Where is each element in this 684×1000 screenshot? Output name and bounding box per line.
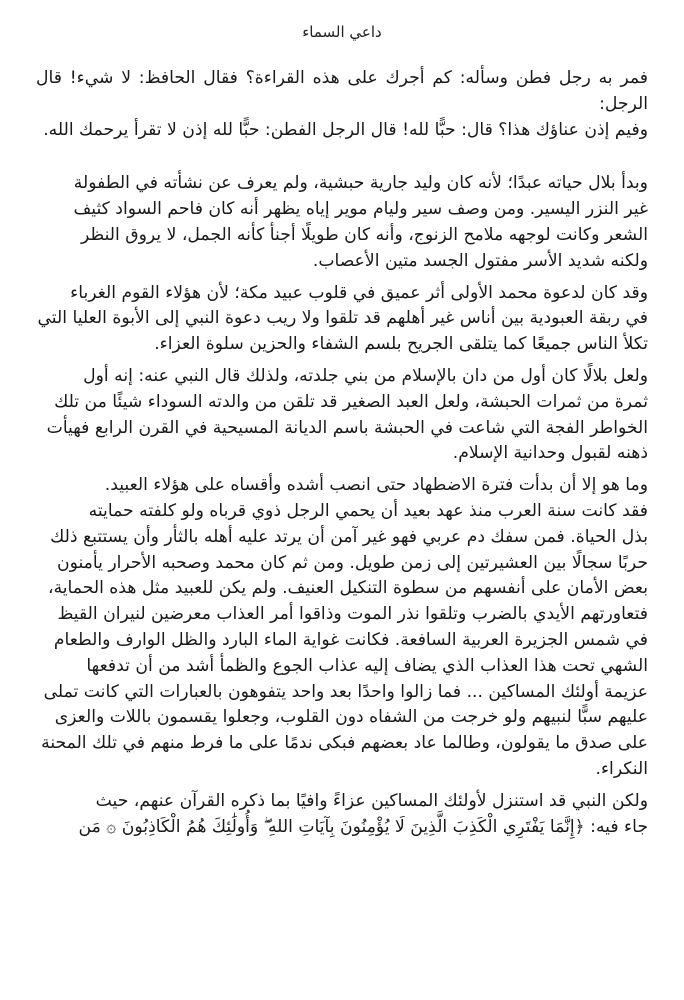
running-head-title: داعي السماء <box>302 23 382 41</box>
paragraph: وما هو إلا أن بدأت فترة الاضطهاد حتى انصب أشده وأقساه على هؤلاء العبيد. فقد كانت سنة العرب منذ عهد بعيد أن يحمي الرجل ذوي قرباه ولو كلفته حمايته بذل الحياة. فمن سفك دم عربي فهو غير آمن أن يرتد عليه أهله بالثأر وأن يستتبع ذلك حربًا سجالًا بين العشيرتين إلى زمن طويل. ومن ثم كان محمد وصحبه الأحرار يأمنون بعض الأمان على أنفسهم من سطوة التنكيل العنيف. ولم يكن للعبيد مثل هذه الحماية، فتعاورتهم الأيدي بالضرب وتلقوا نذر الموت وذاقوا أمر العذاب معرضين لنيران القيظ في شمس الجزيرة العربية السافعة. فكانت غواية الماء البارد والظل الوارف والطعام الشهي تحت هذا العذاب الذي يضاف إليه عذاب الجوع والظمأ أشد من أن تدفعها عزيمة أولئك المساكين ... فما زالوا واحدًا بعد واحد يتفوهون بالعبارات التي كانت تملى عليهم سبًّا لنبيهم ولو خرجت من الشفاه دون القلوب، وجعلوا يقسمون باللات والعزى على صدق ما يقولون، وطالما عاد بعضهم فبكى ندمًا على ما فرط منهم في تلك المحنة النكراء. <box>41 475 648 779</box>
paragraph: ولعل بلالًا كان أول من دان بالإسلام من بني جلدته، ولذلك قال النبي عنه: إنه أول ثمرة من ثمرات الحبشة، ولعل العبد الصغير قد تلقن من والدته السوداء شيئًا من تلك الخواطر الفجة التي شاعت في الحبشة باسم الديانة المسيحية في القرن الرابع فهيأت ذهنه لقبول وحدانية الإسلام. <box>46 365 648 464</box>
paragraph: فمر به رجل فطن وسأله: كم أجرك على هذه القراءة؟ فقال الحافظ: لا شيء! قال الرجل: وفيم إذن عناؤك هذا؟ قال: حبًّا لله! قال الرجل الفطن: حبًّا لله إذن لا تقرأ يرحمك الله. <box>36 68 648 140</box>
paragraph: ولكن النبي قد استنزل لأولئك المساكين عزاءً وافيًا بما ذكره القرآن عنهم، حيث جاء فيه: ﴿إِنَّمَا يَفْتَرِي الْكَذِبَ الَّذِينَ لَا يُؤْمِنُونَ بِآيَاتِ اللهِ ۖ وَأُولَٰئِكَ هُمُ الْكَاذِبُونَ ۞ مَن <box>78 790 648 837</box>
paragraph: وبدأ بلال حياته عبدًا؛ لأنه كان وليد جارية حبشية، ولم يعرف عن نشأته في الطفولة غير النزر اليسير. ومن وصف سير وليام موير إياه يظهر أنه كان فاحم السواد كثيف الشعر وكانت لوجهه ملامح الزنوج، وأنه كان طويلًا أجنأ كأنه الجمل، لا يروق النظر ولكنه شديد الأسر مفتول الجسد متين الأعصاب. <box>73 173 648 271</box>
body-text <box>36 66 648 840</box>
paragraph: وقد كان لدعوة محمد الأولى أثر عميق في قلوب عبيد مكة؛ لأن هؤلاء القوم الغرباء في ربقة العبودية بين أناس غير أهلهم قد تلقوا ولا ريب دعوة النبي إلى الأبوة العليا التي تكلأ الناس جميعًا كما يتلقى الجريح بلسم الشفاء والحزين سلوة العزاء. <box>37 282 648 355</box>
